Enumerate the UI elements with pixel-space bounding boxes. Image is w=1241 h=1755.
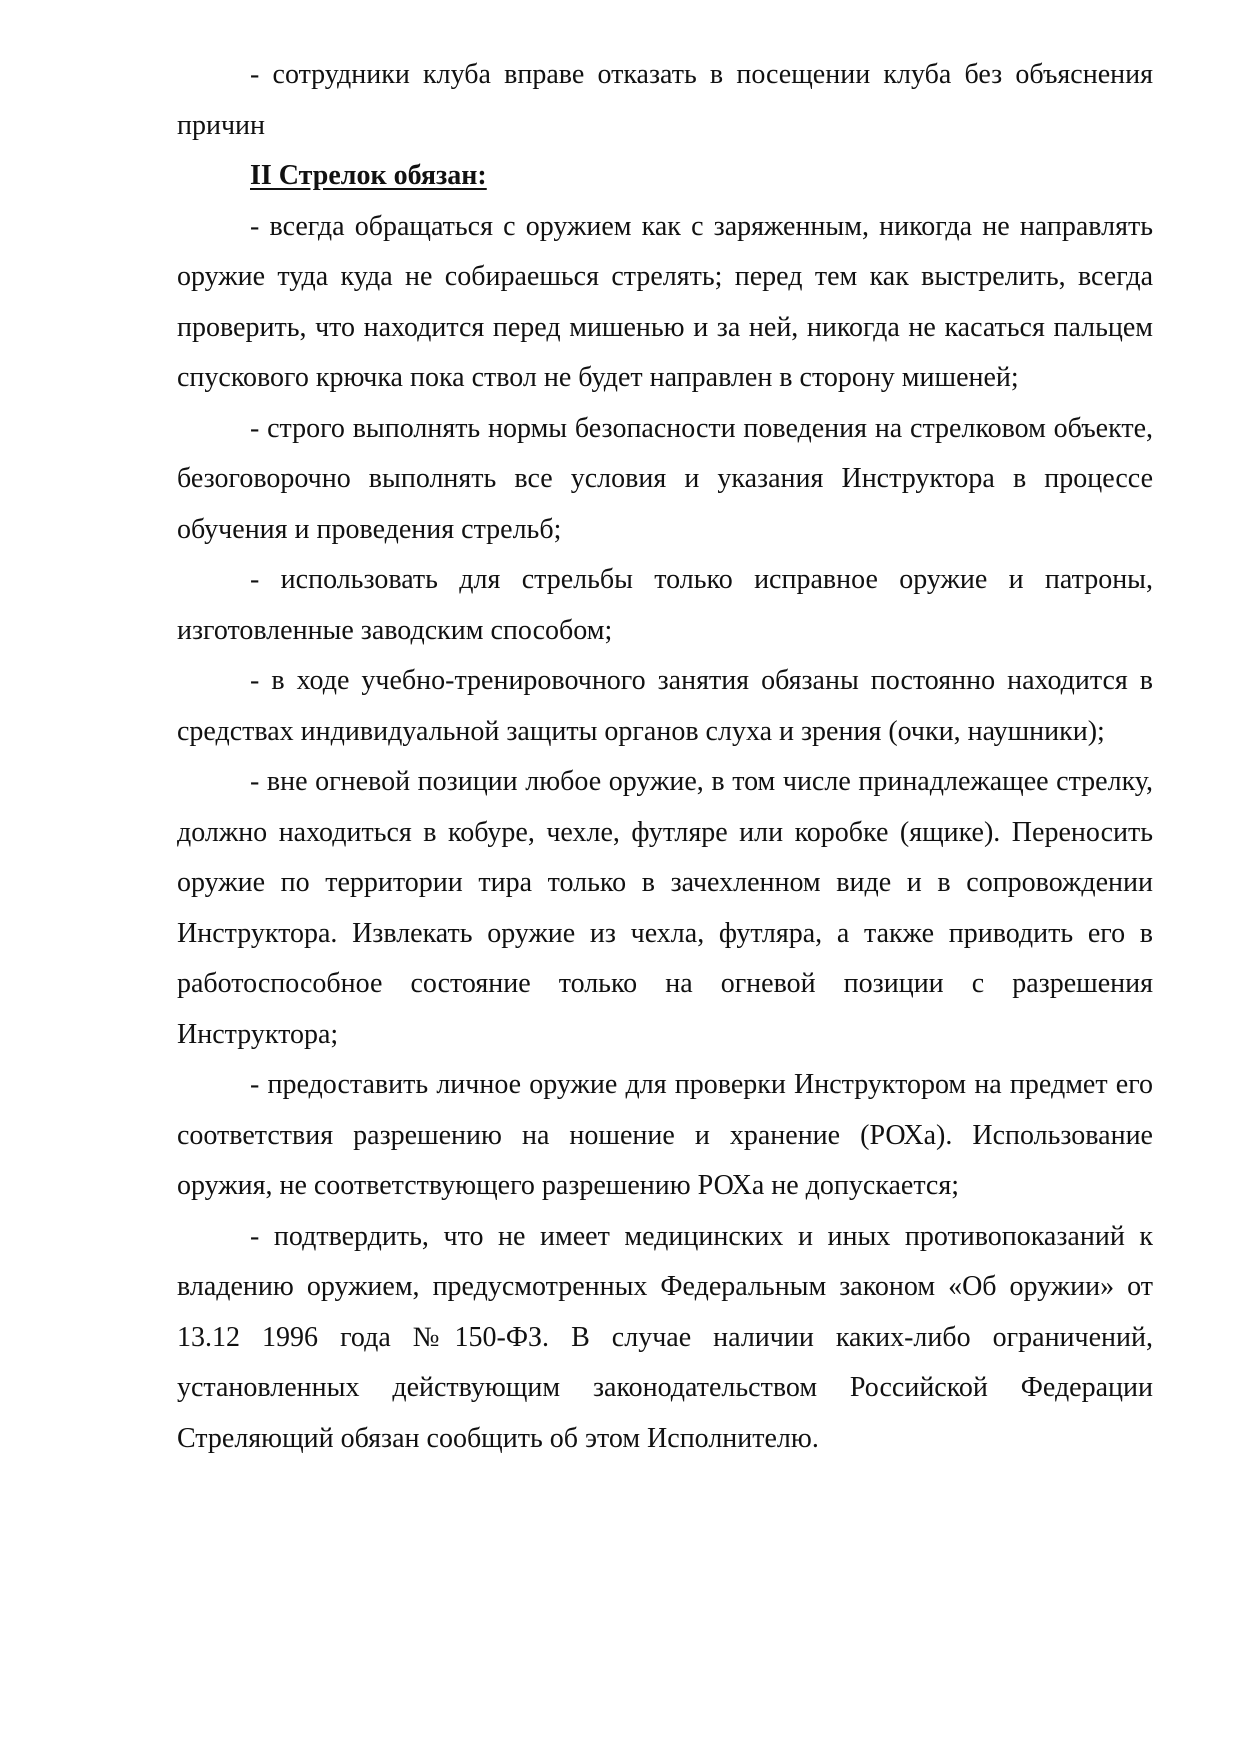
paragraph-weapon-inspection: - предоставить личное оружие для проверки Инструктором на предмет его соответствия разрешению на ношение и хранение (РОХа). Использование оружия, не соответствующего разрешению РОХа не допускается; [177,1069,1153,1201]
intro-paragraph: - сотрудники клуба вправе отказать в посещении клуба без объяснения причин [177,59,1153,141]
paragraph-weapon-transport: - вне огневой позиции любое оружие, в том числе принадлежащее стрелку, должно находиться в кобуре, чехле, футляре или коробке (ящике). Переносить оружие по территории тира только в зачехленном виде и в сопровождении Инструктора. Извлекать оружие из чехла, футляра, а также приводить его в работоспособное состояние только на огневой позиции с разрешения Инструктора; [177,766,1153,1050]
paragraph-safety-rules: - строго выполнять нормы безопасности поведения на стрелковом объекте, безоговорочно выполнять все условия и указания Инструктора в процессе обучения и проведения стрельб; [177,412,1153,545]
section-heading: II Стрелок обязан: [250,160,487,191]
paragraph-serviceable-weapon: - использовать для стрельбы только исправное оружие и патроны, изготовленные заводским способом; [177,564,1153,646]
document-page [177,50,1153,1464]
paragraph-protection-equipment: - в ходе учебно-тренировочного занятия обязаны постоянно находится в средствах индивидуальной защиты органов слуха и зрения (очки, наушники); [177,665,1153,747]
paragraph-weapon-handling: - всегда обращаться с оружием как с заряженным, никогда не направлять оружие туда куда не собираешься стрелять; перед тем как выстрелить, всегда проверить, что находится перед мишенью и за ней, никогда не касаться пальцем спускового крючка пока ствол не будет направлен в сторону мишеней; [177,210,1153,393]
paragraph-medical-confirmation: - подтвердить, что не имеет медицинских и иных противопоказаний к владению оружием, предусмотренных Федеральным законом «Об оружии» от 13.12 1996 года №150-ФЗ. В случае наличии каких-либо ограничений, установленных действующим законодательством Российской Федерации Стреляющий обязан сообщить об этом Исполнителю. [177,1220,1153,1454]
